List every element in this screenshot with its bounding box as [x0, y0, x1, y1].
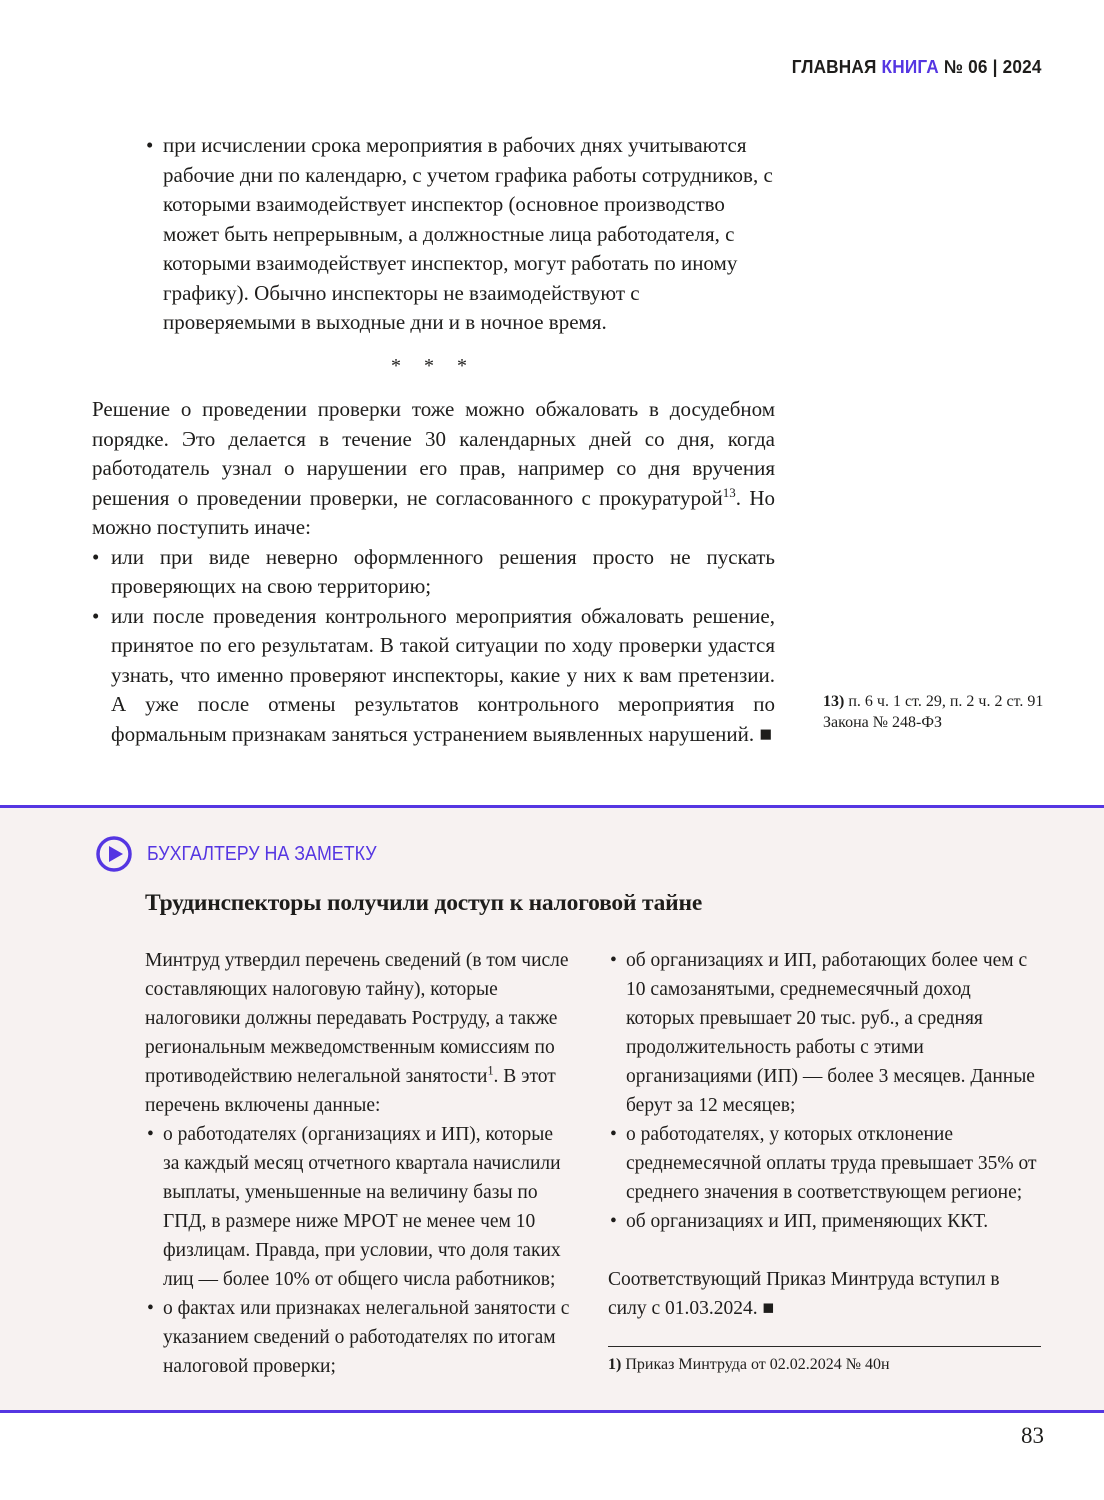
footnote-label: 13) [823, 693, 845, 710]
play-icon [95, 835, 133, 873]
magazine-name-accent: КНИГА [881, 56, 940, 77]
note-closing: Соответствующий Приказ Минтруда вступил в силу с 01.03.2024. ■ [608, 1269, 1000, 1319]
list-item: • о работодателях (организациях и ИП), которые за каждый месяц отчетного квартала начислили выплаты, уменьшенные на величину базы по ГПД, в размере ниже МРОТ не менее чем 10 физлицам. Правда, при условии, что доля таких лиц — более 10% от общего числа работников; [145, 1120, 570, 1294]
note-section [0, 805, 1104, 1413]
section-eyebrow [95, 835, 411, 873]
issue-number: № 06 | 2024 [944, 56, 1042, 77]
article-body [92, 131, 775, 749]
list-item: • об организациях и ИП, работающих более чем с 10 самозанятыми, среднемесячный доход которых превышает 20 тыс. руб., а средняя продолжительность работы с этими организациями (ИП) — более 3 месяцев. Данные берут за 12 месяцев; [608, 946, 1041, 1120]
footnote-text: п. 6 ч. 1 ст. 29, п. 2 ч. 2 ст. 91 Закона № 248-ФЗ [823, 693, 1044, 731]
footnote-divider [608, 1346, 1041, 1347]
note-column-right [608, 946, 1041, 1381]
magazine-name: ГЛАВНАЯ [792, 56, 877, 77]
list-item: • о работодателях, у которых отклонение среднемесячной оплаты труда превышает 35% от среднего значения в соответствующем регионе; [608, 1120, 1041, 1207]
section-eyebrow-label: БУХГАЛТЕРУ НА ЗАМЕТКУ [147, 842, 377, 865]
footnote-ref-13: 13 [722, 484, 736, 500]
note-intro-text: Минтруд утвердил перечень сведений (в том числе составляющих налоговую тайну), которые налоговики должны передавать Роструду, а также региональным межведомственным комиссиям по противодействию нелегальной занятости [145, 950, 569, 1087]
note-intro-text: . В этот перечень включены данные: [145, 1066, 556, 1116]
list-item: • о фактах или признаках нелегальной занятости с указанием сведений о работодателях по итогам налоговой проверки; [145, 1294, 570, 1381]
margin-footnote [823, 691, 1053, 733]
note-intro [145, 946, 570, 1120]
list-item: • или при виде неверно оформленного решения просто не пускать проверяющих на свою территорию; [92, 543, 775, 602]
paragraph-text: Решение о проведении проверки тоже можно обжаловать в досудебном порядке. Это делается в течение 30 календарных дней со дня, когда работодатель узнал о нарушении его прав, например со дня вручения решения о проведении проверки, не согласованного с прокуратурой [92, 397, 775, 510]
note-columns [145, 946, 1041, 1381]
footnote-text: Приказ Минтруда от 02.02.2024 № 40н [621, 1356, 890, 1373]
article-bullet-list [92, 543, 775, 750]
page-number: 83 [1021, 1423, 1044, 1448]
footnote-ref-1: 1 [487, 1063, 494, 1078]
footnote-label: 1) [608, 1356, 622, 1373]
asterisk-separator: * * * [391, 354, 476, 377]
list-item: • об организациях и ИП, применяющих ККТ. [608, 1207, 1041, 1236]
note-bullet-list [608, 946, 1041, 1236]
note-footnote [608, 1354, 1041, 1375]
note-title: Трудинспекторы получили доступ к налоговой тайне [145, 890, 703, 916]
list-item: • при исчислении срока мероприятия в рабочих днях учитываются рабочие дни по календарю, с учетом графика работы сотрудников, с которыми взаимодействует инспектор (основное производство может быть непрерывным, а должностные лица работодателя, с которыми взаимодействует инспектор, могут работать по иному графику). Обычно инспекторы не взаимодействуют с проверяемыми в выходные дни и в ночное время. [92, 131, 775, 338]
list-item: • или после проведения контрольного мероприятия обжаловать решение, принятое по его результатам. В такой ситуации по ходу проверки удастся узнать, что именно проверяют инспекторы, какие у них к вам претензии. А уже после отмены результатов контрольного мероприятия по формальным признакам заняться устранением выявленных нарушений. ■ [92, 602, 775, 750]
page-header [792, 56, 1042, 78]
paragraph-text: . Но можно поступить иначе: [92, 485, 775, 539]
article-paragraph [92, 395, 775, 543]
note-bullet-list [145, 1120, 570, 1381]
note-column-left [145, 946, 570, 1381]
